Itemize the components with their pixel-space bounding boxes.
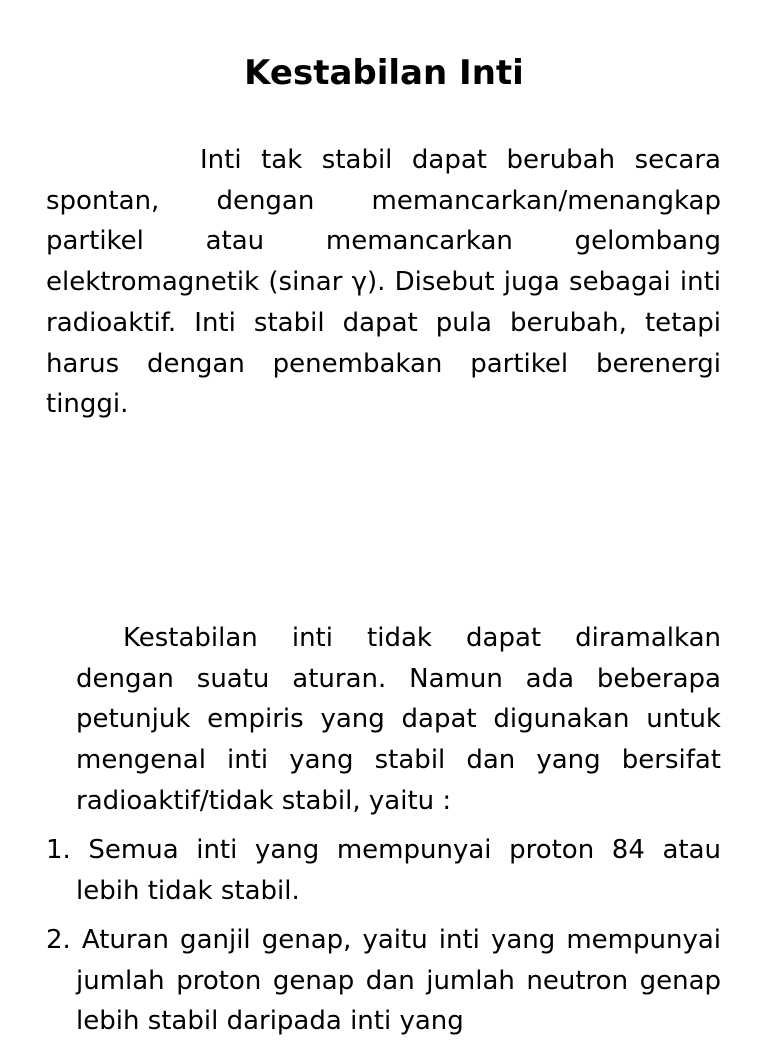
list-item: 1. Semua inti yang mempunyai proton 84 atau lebih tidak stabil. (46, 835, 721, 906)
intro-paragraph: Inti tak stabil dapat berubah secara spontan, dengan memancarkan/menangkap partikel atau memancarkan gelombang elektromagnetik (sinar γ). Disebut juga sebagai inti radioaktif. Inti stabil dapat pula berubah, tetapi harus dengan penembakan partikel berenergi tinggi. (46, 145, 721, 420)
list-item: 2. Aturan ganjil genap, yaitu inti yang mempunyai jumlah proton genap dan jumlah neutron genap lebih stabil daripada inti yang (46, 925, 721, 1037)
stability-paragraph: Kestabilan inti tidak dapat diramalkan dengan suatu aturan. Namun ada beberapa petunjuk empiris yang dapat digunakan untuk mengenal inti yang stabil dan yang bersifat radioaktif/tidak stabil, yaitu : (76, 623, 721, 816)
page-title: Kestabilan Inti (244, 53, 524, 93)
